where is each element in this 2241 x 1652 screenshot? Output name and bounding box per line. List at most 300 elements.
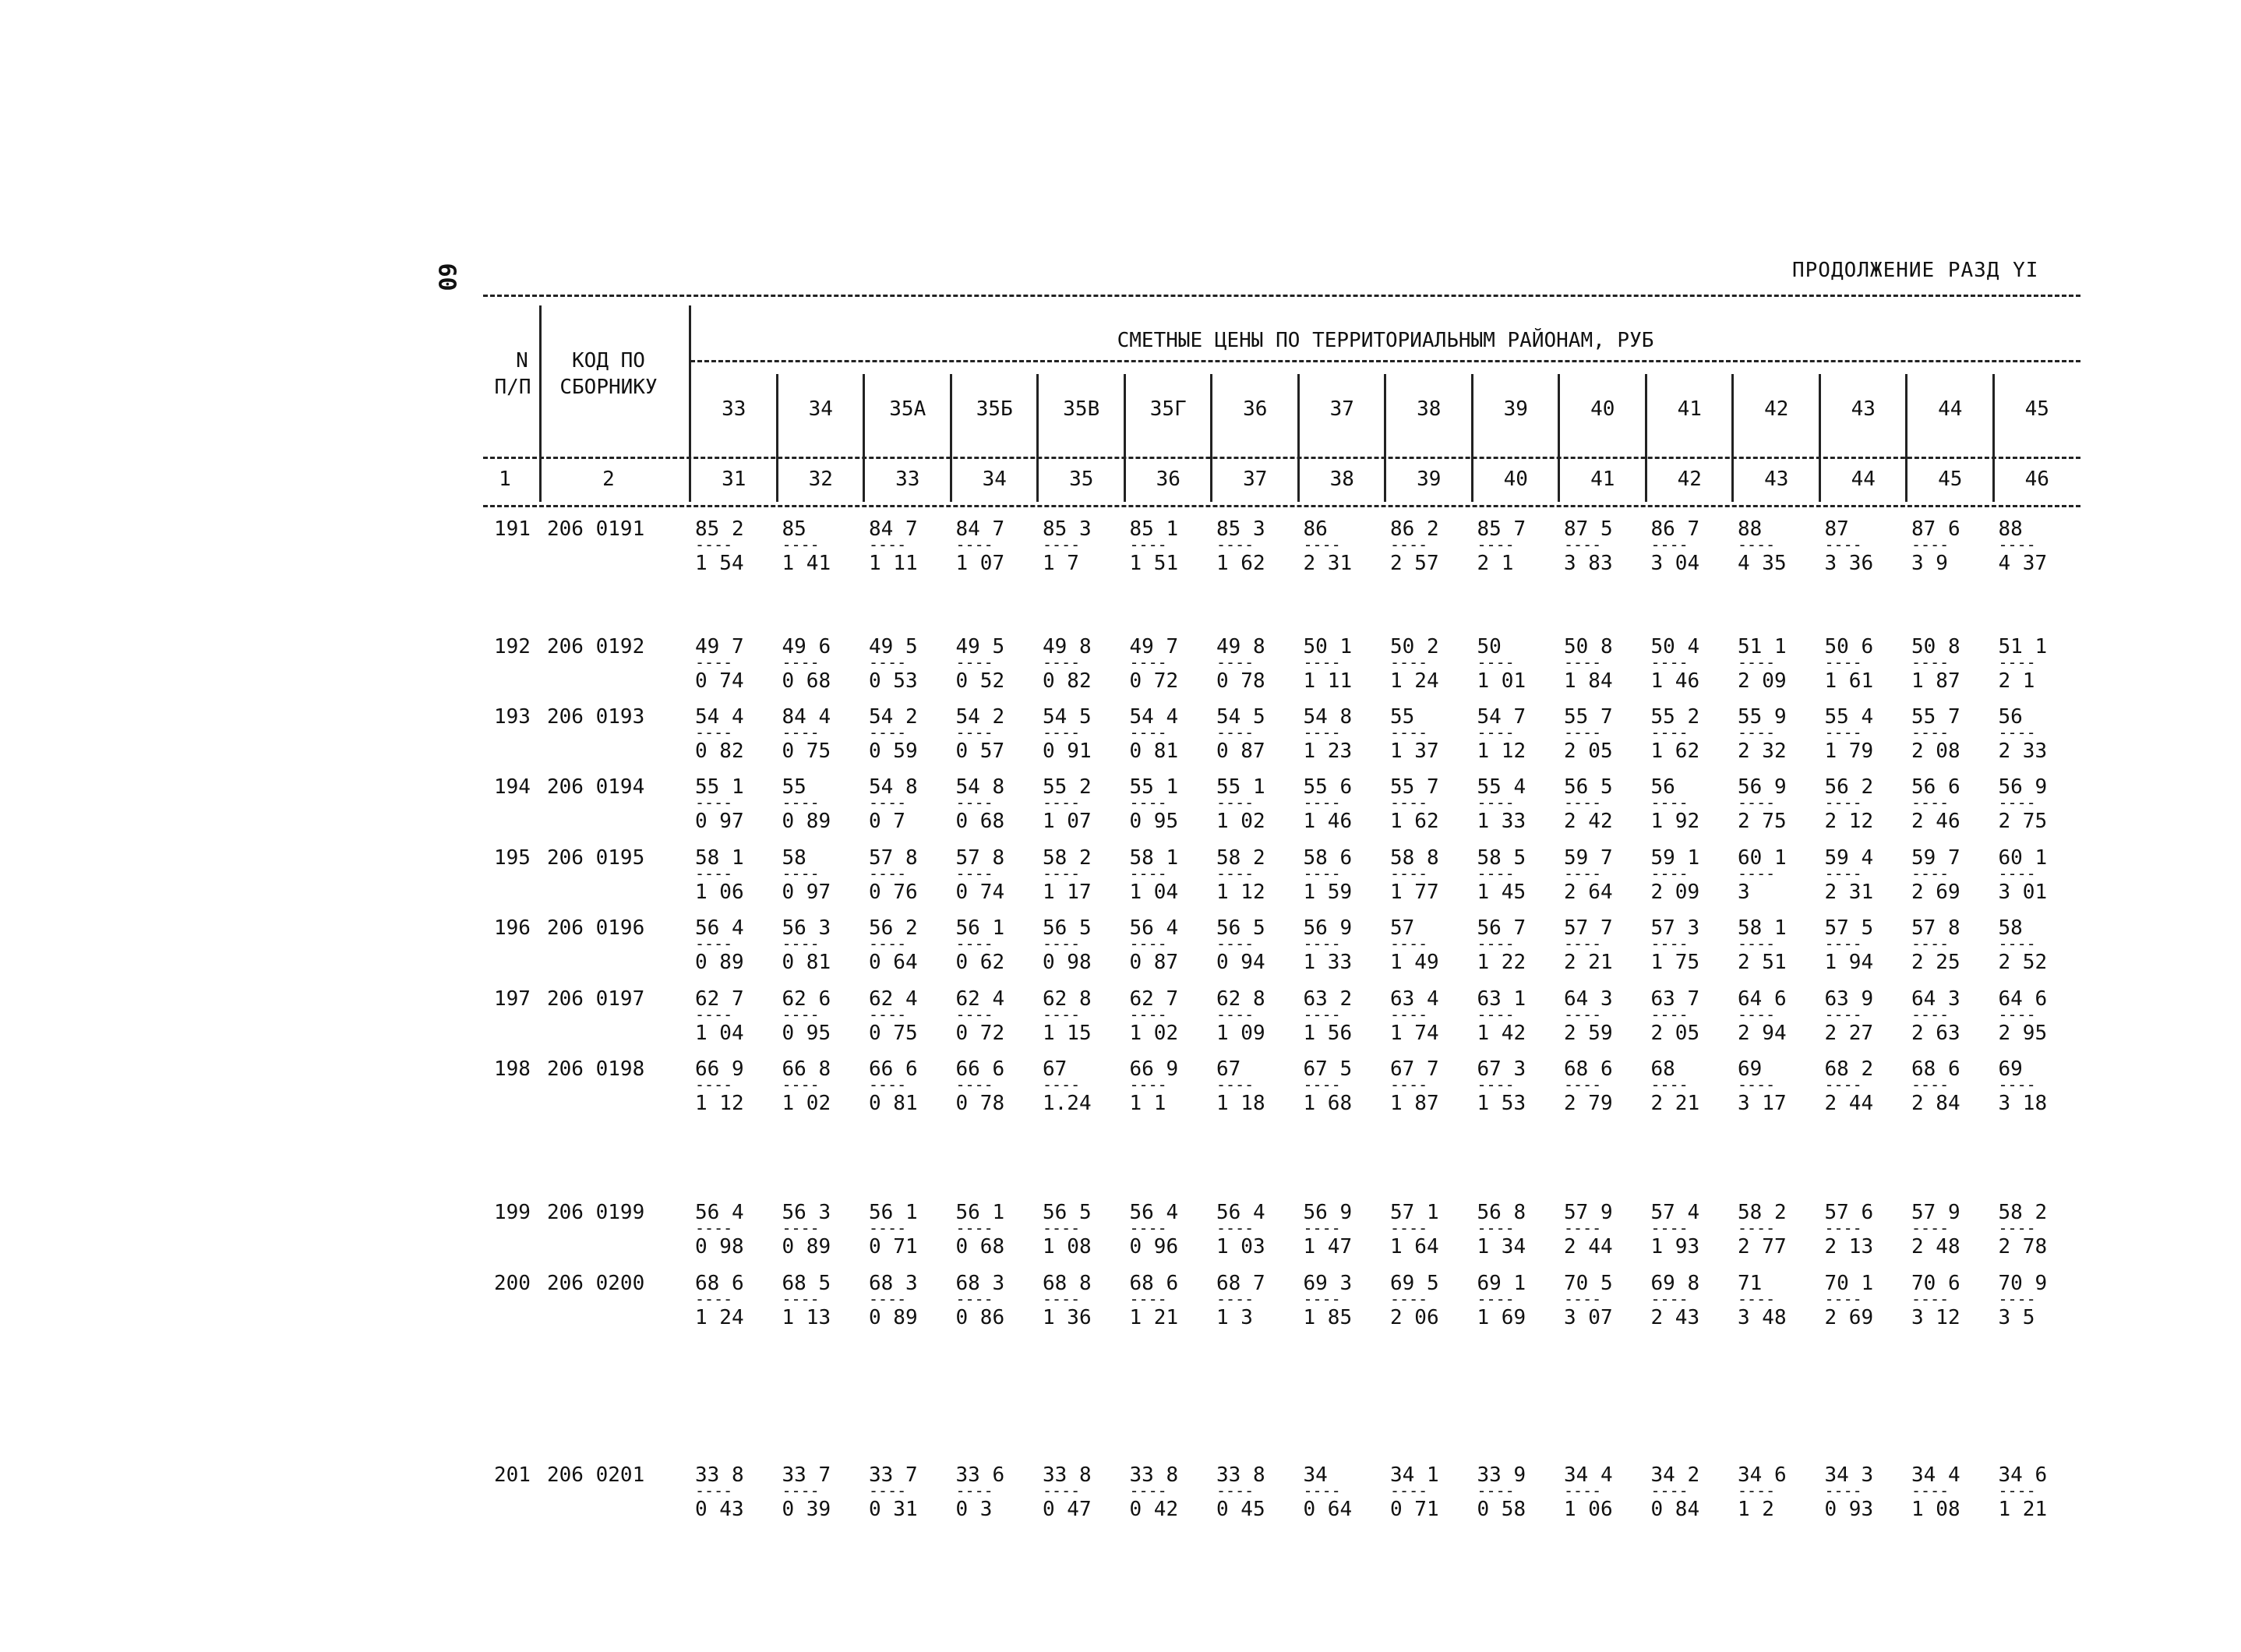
- price-numerator: 57 8: [1911, 916, 1960, 940]
- price-numerator: 57 7: [1564, 916, 1613, 940]
- price-denominator: 0 91: [1043, 740, 1092, 763]
- fraction-bar: ----: [782, 1487, 820, 1498]
- price-numerator: 68 5: [782, 1272, 831, 1295]
- fraction-bar: ----: [1738, 1011, 1776, 1022]
- price-cell: [1477, 1272, 1548, 1329]
- index-cell: 1: [499, 468, 511, 491]
- price-cell: [1390, 635, 1460, 693]
- price-numerator: 68 6: [1564, 1057, 1613, 1081]
- price-denominator: 2 52: [1998, 951, 2048, 974]
- price-numerator: 62 8: [1216, 987, 1265, 1011]
- price-cell: [1043, 775, 1113, 833]
- price-cell: [1911, 1057, 1982, 1115]
- price-numerator: 50 4: [1650, 635, 1700, 658]
- price-numerator: 70 6: [1911, 1272, 1960, 1295]
- price-cell: [1999, 705, 2069, 763]
- col-code-label-2: СБОРНИКУ: [559, 376, 658, 399]
- price-cell: [1999, 635, 2069, 693]
- price-numerator: 56 9: [1303, 1201, 1353, 1224]
- price-cell: [1130, 1201, 1200, 1258]
- price-cell: [1911, 635, 1982, 693]
- price-denominator: 0 53: [869, 669, 918, 693]
- fraction-bar: ----: [869, 1011, 907, 1022]
- price-cell: [1216, 635, 1286, 693]
- fraction-bar: ----: [1824, 1081, 1862, 1092]
- index-cell: 38: [1329, 468, 1354, 491]
- fraction-bar: ----: [1650, 541, 1689, 552]
- price-denominator: 2 31: [1824, 881, 1874, 904]
- fraction-bar: ----: [1998, 1487, 2036, 1498]
- price-numerator: 56 4: [695, 916, 744, 940]
- price-denominator: 2 1: [1477, 552, 1514, 575]
- price-cell: [1390, 705, 1460, 763]
- price-cell: [782, 987, 852, 1045]
- price-cell: [695, 1272, 765, 1329]
- price-cell: [1043, 846, 1113, 904]
- price-cell: [869, 987, 939, 1045]
- price-denominator: 1 36: [1043, 1306, 1092, 1329]
- row-number: 198: [494, 1057, 531, 1081]
- fraction-bar: ----: [1303, 1487, 1341, 1498]
- price-denominator: 0 89: [869, 1306, 918, 1329]
- fraction-bar: ----: [1129, 870, 1167, 881]
- district-header: 41: [1677, 397, 1702, 421]
- price-denominator: 0 86: [955, 1306, 1005, 1329]
- fraction-bar: ----: [869, 658, 907, 669]
- price-denominator: 1 01: [1477, 669, 1526, 693]
- price-numerator: 63 7: [1650, 987, 1700, 1011]
- fraction-bar: ----: [1998, 940, 2036, 951]
- price-denominator: 2 06: [1390, 1306, 1439, 1329]
- price-numerator: 62 6: [782, 987, 831, 1011]
- price-denominator: 1 08: [1911, 1498, 1960, 1521]
- fraction-bar: ----: [1216, 1011, 1255, 1022]
- fraction-bar: ----: [1216, 1224, 1255, 1235]
- col-no-label: N: [516, 349, 528, 372]
- price-denominator: 1 87: [1390, 1092, 1439, 1115]
- price-denominator: 3: [1738, 881, 1750, 904]
- fraction-bar: ----: [1390, 1011, 1428, 1022]
- price-denominator: 0 75: [869, 1022, 918, 1045]
- price-cell: [1477, 705, 1548, 763]
- price-numerator: 59 4: [1824, 846, 1874, 870]
- price-numerator: 66 8: [782, 1057, 831, 1081]
- price-denominator: 1 41: [782, 552, 831, 575]
- row-number: 197: [494, 987, 531, 1011]
- price-denominator: 3 48: [1738, 1306, 1787, 1329]
- price-cell: [1999, 1057, 2069, 1115]
- price-numerator: 57 6: [1824, 1201, 1874, 1224]
- price-denominator: 0 76: [869, 881, 918, 904]
- fraction-bar: ----: [1998, 799, 2036, 810]
- price-denominator: 2 59: [1564, 1022, 1613, 1045]
- district-header: 35А: [889, 397, 926, 421]
- fraction-bar: ----: [1303, 1081, 1341, 1092]
- price-denominator: 1.24: [1043, 1092, 1092, 1115]
- price-denominator: 2 08: [1911, 740, 1960, 763]
- price-denominator: 1 54: [695, 552, 744, 575]
- fraction-bar: ----: [1998, 1224, 2036, 1235]
- price-cell: [1738, 916, 1808, 974]
- price-denominator: 1 06: [1564, 1498, 1613, 1521]
- fraction-bar: ----: [695, 1081, 733, 1092]
- row-number: 192: [494, 635, 531, 658]
- fraction-bar: ----: [1998, 1081, 2036, 1092]
- col-no-label-2: П/П: [494, 376, 531, 399]
- price-cell: [956, 775, 1026, 833]
- price-numerator: 56 9: [1998, 775, 2048, 799]
- price-numerator: 58 1: [1738, 916, 1787, 940]
- price-cell: [956, 517, 1026, 575]
- price-cell: [956, 846, 1026, 904]
- price-cell: [1564, 1463, 1634, 1521]
- price-denominator: 3 9: [1911, 552, 1948, 575]
- price-denominator: 0 68: [782, 669, 831, 693]
- price-numerator: 58 5: [1477, 846, 1526, 870]
- index-cell: 44: [1851, 468, 1876, 491]
- price-cell: [1911, 987, 1982, 1045]
- fraction-bar: ----: [1824, 658, 1862, 669]
- fraction-bar: ----: [1216, 729, 1255, 740]
- price-denominator: 2 46: [1911, 810, 1960, 833]
- price-denominator: 0 62: [955, 951, 1005, 974]
- fraction-bar: ----: [869, 1081, 907, 1092]
- fraction-bar: ----: [1216, 940, 1255, 951]
- price-numerator: 55 7: [1564, 705, 1613, 729]
- price-numerator: 51 1: [1738, 635, 1787, 658]
- price-denominator: 2 69: [1911, 881, 1960, 904]
- price-numerator: 55: [1390, 705, 1415, 729]
- fraction-bar: ----: [1564, 799, 1602, 810]
- price-numerator: 62 4: [869, 987, 918, 1011]
- fraction-bar: ----: [1477, 658, 1515, 669]
- price-denominator: 1 49: [1390, 951, 1439, 974]
- price-title: СМЕТНЫЕ ЦЕНЫ ПО ТЕРРИТОРИАЛЬНЫМ РАЙОНАМ, РУБ: [1117, 329, 1654, 352]
- price-cell: [1130, 1057, 1200, 1115]
- price-cell: [1564, 987, 1634, 1045]
- price-numerator: 50 2: [1390, 635, 1439, 658]
- price-numerator: 87: [1824, 517, 1849, 541]
- price-numerator: 62 7: [1129, 987, 1179, 1011]
- price-cell: [695, 1463, 765, 1521]
- price-cell: [956, 1057, 1026, 1115]
- district-header: 37: [1329, 397, 1354, 421]
- fraction-bar: ----: [1564, 729, 1602, 740]
- row-code: 206 0191: [547, 517, 645, 541]
- fraction-bar: ----: [1043, 870, 1081, 881]
- price-cell: [1304, 846, 1374, 904]
- district-header: 35В: [1063, 397, 1100, 421]
- fraction-bar: ----: [1303, 1295, 1341, 1306]
- index-cell: 32: [808, 468, 833, 491]
- price-denominator: 0 89: [782, 810, 831, 833]
- price-cell: [1999, 517, 2069, 575]
- fraction-bar: ----: [782, 1295, 820, 1306]
- price-denominator: 1 3: [1216, 1306, 1253, 1329]
- price-numerator: 56 4: [695, 1201, 744, 1224]
- price-cell: [1043, 987, 1113, 1045]
- fraction-bar: ----: [1824, 1487, 1862, 1498]
- price-cell: [1130, 846, 1200, 904]
- price-cell: [695, 987, 765, 1045]
- price-cell: [1304, 517, 1374, 575]
- price-denominator: 0 95: [1129, 810, 1179, 833]
- price-denominator: 0 87: [1129, 951, 1179, 974]
- fraction-bar: ----: [782, 541, 820, 552]
- price-denominator: 1 62: [1216, 552, 1265, 575]
- price-numerator: 86 7: [1650, 517, 1700, 541]
- price-denominator: 0 58: [1477, 1498, 1526, 1521]
- price-denominator: 4 37: [1998, 552, 2048, 575]
- price-denominator: 1 85: [1303, 1306, 1353, 1329]
- fraction-bar: ----: [1390, 799, 1428, 810]
- price-denominator: 1 56: [1303, 1022, 1353, 1045]
- fraction-bar: ----: [955, 1487, 993, 1498]
- fraction-bar: ----: [1043, 799, 1081, 810]
- fraction-bar: ----: [1911, 1295, 1950, 1306]
- price-numerator: 34 6: [1998, 1463, 2048, 1487]
- price-numerator: 56 1: [955, 916, 1005, 940]
- price-numerator: 70 1: [1824, 1272, 1874, 1295]
- price-denominator: 1 68: [1303, 1092, 1353, 1115]
- price-cell: [1825, 517, 1895, 575]
- price-numerator: 58 2: [1216, 846, 1265, 870]
- row-code: 206 0194: [547, 775, 645, 799]
- price-denominator: 0 81: [782, 951, 831, 974]
- price-denominator: 1 45: [1477, 881, 1526, 904]
- fraction-bar: ----: [1043, 1011, 1081, 1022]
- fraction-bar: ----: [1043, 541, 1081, 552]
- row-number: 191: [494, 517, 531, 541]
- price-cell: [695, 705, 765, 763]
- fraction-bar: ----: [1998, 541, 2036, 552]
- price-denominator: 1 42: [1477, 1022, 1526, 1045]
- fraction-bar: ----: [1650, 940, 1689, 951]
- price-cell: [1564, 517, 1634, 575]
- price-numerator: 34 4: [1564, 1463, 1613, 1487]
- price-cell: [1564, 1201, 1634, 1258]
- price-denominator: 2 77: [1738, 1235, 1787, 1258]
- rule-after-no: [539, 305, 542, 502]
- col-code-label: КОД ПО: [572, 349, 645, 372]
- fraction-bar: ----: [1216, 799, 1255, 810]
- price-cell: [1825, 1201, 1895, 1258]
- price-cell: [1651, 1201, 1721, 1258]
- price-cell: [1390, 1463, 1460, 1521]
- price-denominator: 2 43: [1650, 1306, 1700, 1329]
- price-denominator: 1 18: [1216, 1092, 1265, 1115]
- price-numerator: 34 1: [1390, 1463, 1439, 1487]
- price-cell: [1477, 1201, 1548, 1258]
- price-cell: [956, 987, 1026, 1045]
- price-cell: [869, 916, 939, 974]
- fraction-bar: ----: [1738, 541, 1776, 552]
- price-denominator: 1 03: [1216, 1235, 1265, 1258]
- price-numerator: 64 6: [1998, 987, 2048, 1011]
- fraction-bar: ----: [695, 729, 733, 740]
- price-cell: [1911, 705, 1982, 763]
- price-numerator: 49 7: [1129, 635, 1179, 658]
- price-cell: [1390, 987, 1460, 1045]
- price-numerator: 34 6: [1738, 1463, 1787, 1487]
- fraction-bar: ----: [782, 1224, 820, 1235]
- fraction-bar: ----: [1390, 870, 1428, 881]
- price-numerator: 56: [1650, 775, 1675, 799]
- price-numerator: 51 1: [1998, 635, 2048, 658]
- price-cell: [1390, 1057, 1460, 1115]
- price-cell: [1304, 987, 1374, 1045]
- fraction-bar: ----: [1303, 1224, 1341, 1235]
- fraction-bar: ----: [1998, 1295, 2036, 1306]
- price-cell: [869, 775, 939, 833]
- price-numerator: 57 9: [1911, 1201, 1960, 1224]
- fraction-bar: ----: [1650, 1011, 1689, 1022]
- price-denominator: 0 43: [695, 1498, 744, 1521]
- fraction-bar: ----: [1129, 658, 1167, 669]
- price-numerator: 54 8: [1303, 705, 1353, 729]
- price-denominator: 0 98: [1043, 951, 1092, 974]
- price-numerator: 68 3: [955, 1272, 1005, 1295]
- price-cell: [1911, 517, 1982, 575]
- fraction-bar: ----: [1129, 1487, 1167, 1498]
- price-numerator: 62 8: [1043, 987, 1092, 1011]
- price-cell: [1043, 916, 1113, 974]
- fraction-bar: ----: [869, 729, 907, 740]
- price-denominator: 4 35: [1738, 552, 1787, 575]
- price-numerator: 33 8: [695, 1463, 744, 1487]
- price-numerator: 33 8: [1129, 1463, 1179, 1487]
- price-cell: [695, 1201, 765, 1258]
- fraction-bar: ----: [1738, 1487, 1776, 1498]
- price-cell: [782, 846, 852, 904]
- fraction-bar: ----: [1216, 658, 1255, 669]
- price-numerator: 34 3: [1824, 1463, 1874, 1487]
- price-denominator: 0 95: [782, 1022, 831, 1045]
- price-cell: [1477, 517, 1548, 575]
- fraction-bar: ----: [1216, 1487, 1255, 1498]
- price-denominator: 1 24: [1390, 669, 1439, 693]
- fraction-bar: ----: [1738, 940, 1776, 951]
- price-cell: [782, 916, 852, 974]
- price-numerator: 58: [1998, 916, 2023, 940]
- price-cell: [1477, 775, 1548, 833]
- price-numerator: 68 7: [1216, 1272, 1265, 1295]
- price-cell: [1216, 846, 1286, 904]
- price-cell: [1911, 916, 1982, 974]
- price-numerator: 56 4: [1216, 1201, 1265, 1224]
- price-cell: [1999, 1463, 2069, 1521]
- price-cell: [869, 1272, 939, 1329]
- price-numerator: 85 7: [1477, 517, 1526, 541]
- price-denominator: 0 42: [1129, 1498, 1179, 1521]
- price-denominator: 0 89: [695, 951, 744, 974]
- price-denominator: 2 75: [1998, 810, 2048, 833]
- row-code: 206 0193: [547, 705, 645, 729]
- price-denominator: 3 5: [1998, 1306, 2035, 1329]
- row-number: 196: [494, 916, 531, 940]
- price-denominator: 0 94: [1216, 951, 1265, 974]
- price-denominator: 0 64: [1303, 1498, 1353, 1521]
- index-cell: 39: [1417, 468, 1442, 491]
- fraction-bar: ----: [1650, 729, 1689, 740]
- fraction-bar: ----: [1303, 1011, 1341, 1022]
- price-numerator: 56 5: [1043, 1201, 1092, 1224]
- fraction-bar: ----: [1564, 1295, 1602, 1306]
- price-cell: [1738, 1463, 1808, 1521]
- price-numerator: 55 7: [1911, 705, 1960, 729]
- price-denominator: 2 05: [1650, 1022, 1700, 1045]
- price-cell: [1130, 775, 1200, 833]
- fraction-bar: ----: [955, 870, 993, 881]
- row-code: 206 0195: [547, 846, 645, 870]
- price-cell: [782, 1272, 852, 1329]
- price-numerator: 54 7: [1477, 705, 1526, 729]
- price-denominator: 2 69: [1824, 1306, 1874, 1329]
- fraction-bar: ----: [1477, 1487, 1515, 1498]
- price-cell: [956, 635, 1026, 693]
- price-cell: [1651, 987, 1721, 1045]
- fraction-bar: ----: [1998, 1011, 2036, 1022]
- price-denominator: 2 21: [1650, 1092, 1700, 1115]
- price-numerator: 55 9: [1738, 705, 1787, 729]
- price-denominator: 0 82: [1043, 669, 1092, 693]
- price-numerator: 50 6: [1824, 635, 1874, 658]
- price-cell: [869, 1057, 939, 1115]
- price-cell: [1043, 1272, 1113, 1329]
- fraction-bar: ----: [1129, 541, 1167, 552]
- price-numerator: 60 1: [1998, 846, 2048, 870]
- price-cell: [1825, 846, 1895, 904]
- fraction-bar: ----: [1043, 1295, 1081, 1306]
- price-numerator: 62 4: [955, 987, 1005, 1011]
- fraction-bar: ----: [955, 1224, 993, 1235]
- price-denominator: 3 12: [1911, 1306, 1960, 1329]
- fraction-bar: ----: [1303, 541, 1341, 552]
- row-number: 201: [494, 1463, 531, 1487]
- price-cell: [1651, 775, 1721, 833]
- price-numerator: 64 3: [1911, 987, 1960, 1011]
- price-denominator: 2 44: [1824, 1092, 1874, 1115]
- price-cell: [1477, 987, 1548, 1045]
- fraction-bar: ----: [695, 1011, 733, 1022]
- section-header: ПРОДОЛЖЕНИЕ РАЗД YI: [1792, 259, 2039, 282]
- price-numerator: 58 2: [1998, 1201, 2048, 1224]
- rule-under-index: [483, 505, 2080, 507]
- price-denominator: 0 72: [955, 1022, 1005, 1045]
- price-denominator: 2 31: [1303, 552, 1353, 575]
- price-numerator: 49 7: [695, 635, 744, 658]
- index-cell: 35: [1069, 468, 1094, 491]
- price-denominator: 0 84: [1650, 1498, 1700, 1521]
- price-numerator: 63 4: [1390, 987, 1439, 1011]
- district-header: 35Б: [976, 397, 1013, 421]
- price-denominator: 1 84: [1564, 669, 1613, 693]
- price-denominator: 1 12: [695, 1092, 744, 1115]
- fraction-bar: ----: [1650, 658, 1689, 669]
- price-cell: [1999, 1201, 2069, 1258]
- price-cell: [1911, 1272, 1982, 1329]
- price-numerator: 84 4: [782, 705, 831, 729]
- price-denominator: 2 63: [1911, 1022, 1960, 1045]
- price-cell: [1999, 916, 2069, 974]
- price-cell: [1043, 1463, 1113, 1521]
- index-cell: 31: [722, 468, 746, 491]
- fraction-bar: ----: [1911, 1011, 1950, 1022]
- price-numerator: 86: [1303, 517, 1328, 541]
- rule-under-districts: [483, 457, 2080, 459]
- price-cell: [1651, 1057, 1721, 1115]
- price-denominator: 2 27: [1824, 1022, 1874, 1045]
